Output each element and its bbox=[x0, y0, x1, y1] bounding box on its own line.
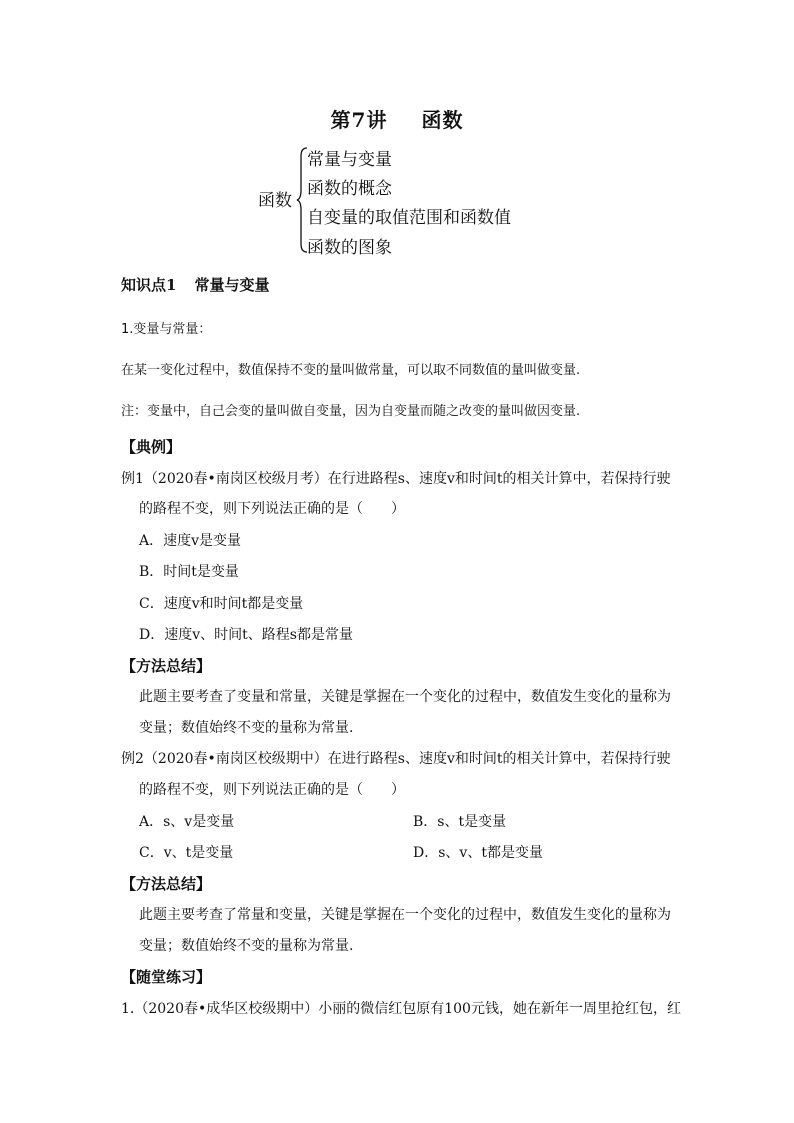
tree-root-label: 函数 bbox=[258, 191, 292, 211]
example2-option-b: B．s、t是变量 bbox=[413, 814, 507, 830]
example1-line2: 的路程不变，则下列说法正确的是（ ） bbox=[139, 501, 405, 517]
tree-branch: 自变量的取值范围和函数值 bbox=[307, 208, 511, 228]
practice-line1: 1.（2020春•成华区校级期中）小丽的微信红包原有100元钱，她在新年一周里抢红包，红 bbox=[121, 1001, 681, 1017]
example2-option-d: D．s、v、t都是变量 bbox=[413, 845, 543, 861]
example2-line2: 的路程不变，则下列说法正确的是（ ） bbox=[139, 782, 405, 798]
title-lecture-number: 第7讲 bbox=[330, 108, 388, 132]
section-number: 知识点1 bbox=[121, 276, 177, 294]
example2-option-a: A．s、v是变量 bbox=[139, 814, 235, 830]
example1-option-a: A．速度v是变量 bbox=[139, 533, 242, 549]
method2-line1: 此题主要考查了常量和变量，关键是掌握在一个变化的过程中，数值发生变化的量称为 bbox=[139, 907, 671, 923]
method1-line2: 变量；数值始终不变的量称为常量. bbox=[139, 720, 354, 736]
examples-heading: 【典例】 bbox=[121, 438, 182, 456]
example1-line1: 例1（2020春•南岗区校级月考）在行进路程s、速度v和时间t的相关计算中，若保持行驶 bbox=[121, 471, 671, 487]
practice-heading: 【随堂练习】 bbox=[121, 968, 212, 986]
example2-line1: 例2（2020春•南岗区校级期中）在进行路程s、速度v和时间t的相关计算中，若保持行驶 bbox=[121, 751, 671, 767]
example1-option-b: B．时间t是变量 bbox=[139, 564, 239, 580]
method1-line1: 此题主要考查了变量和常量，关键是掌握在一个变化的过程中，数值发生变化的量称为 bbox=[139, 689, 671, 705]
tree-branch: 常量与变量 bbox=[307, 150, 392, 170]
tree-branch: 函数的图象 bbox=[307, 238, 392, 258]
definition-title: 1.变量与常量： bbox=[121, 322, 212, 337]
definition-text: 在某一变化过程中，数值保持不变的量叫做常量，可以取不同数值的量叫做变量. bbox=[121, 363, 581, 378]
example1-option-d: D．速度v、时间t、路程s都是常量 bbox=[139, 627, 353, 643]
page-title bbox=[0, 104, 794, 133]
section-heading bbox=[121, 274, 269, 295]
method-summary-heading: 【方法总结】 bbox=[121, 657, 212, 675]
example1-option-c: C．速度v和时间t都是变量 bbox=[139, 596, 304, 612]
method-summary-heading: 【方法总结】 bbox=[121, 875, 212, 893]
method2-line2: 变量；数值始终不变的量称为常量. bbox=[139, 938, 354, 954]
title-topic: 函数 bbox=[421, 108, 464, 132]
section-title: 常量与变量 bbox=[194, 276, 270, 294]
tree-branch: 函数的概念 bbox=[307, 179, 392, 199]
example2-option-c: C．v、t是变量 bbox=[139, 845, 234, 861]
note-text: 注：变量中，自己会变的量叫做自变量，因为自变量而随之改变的量叫做因变量. bbox=[121, 404, 581, 419]
